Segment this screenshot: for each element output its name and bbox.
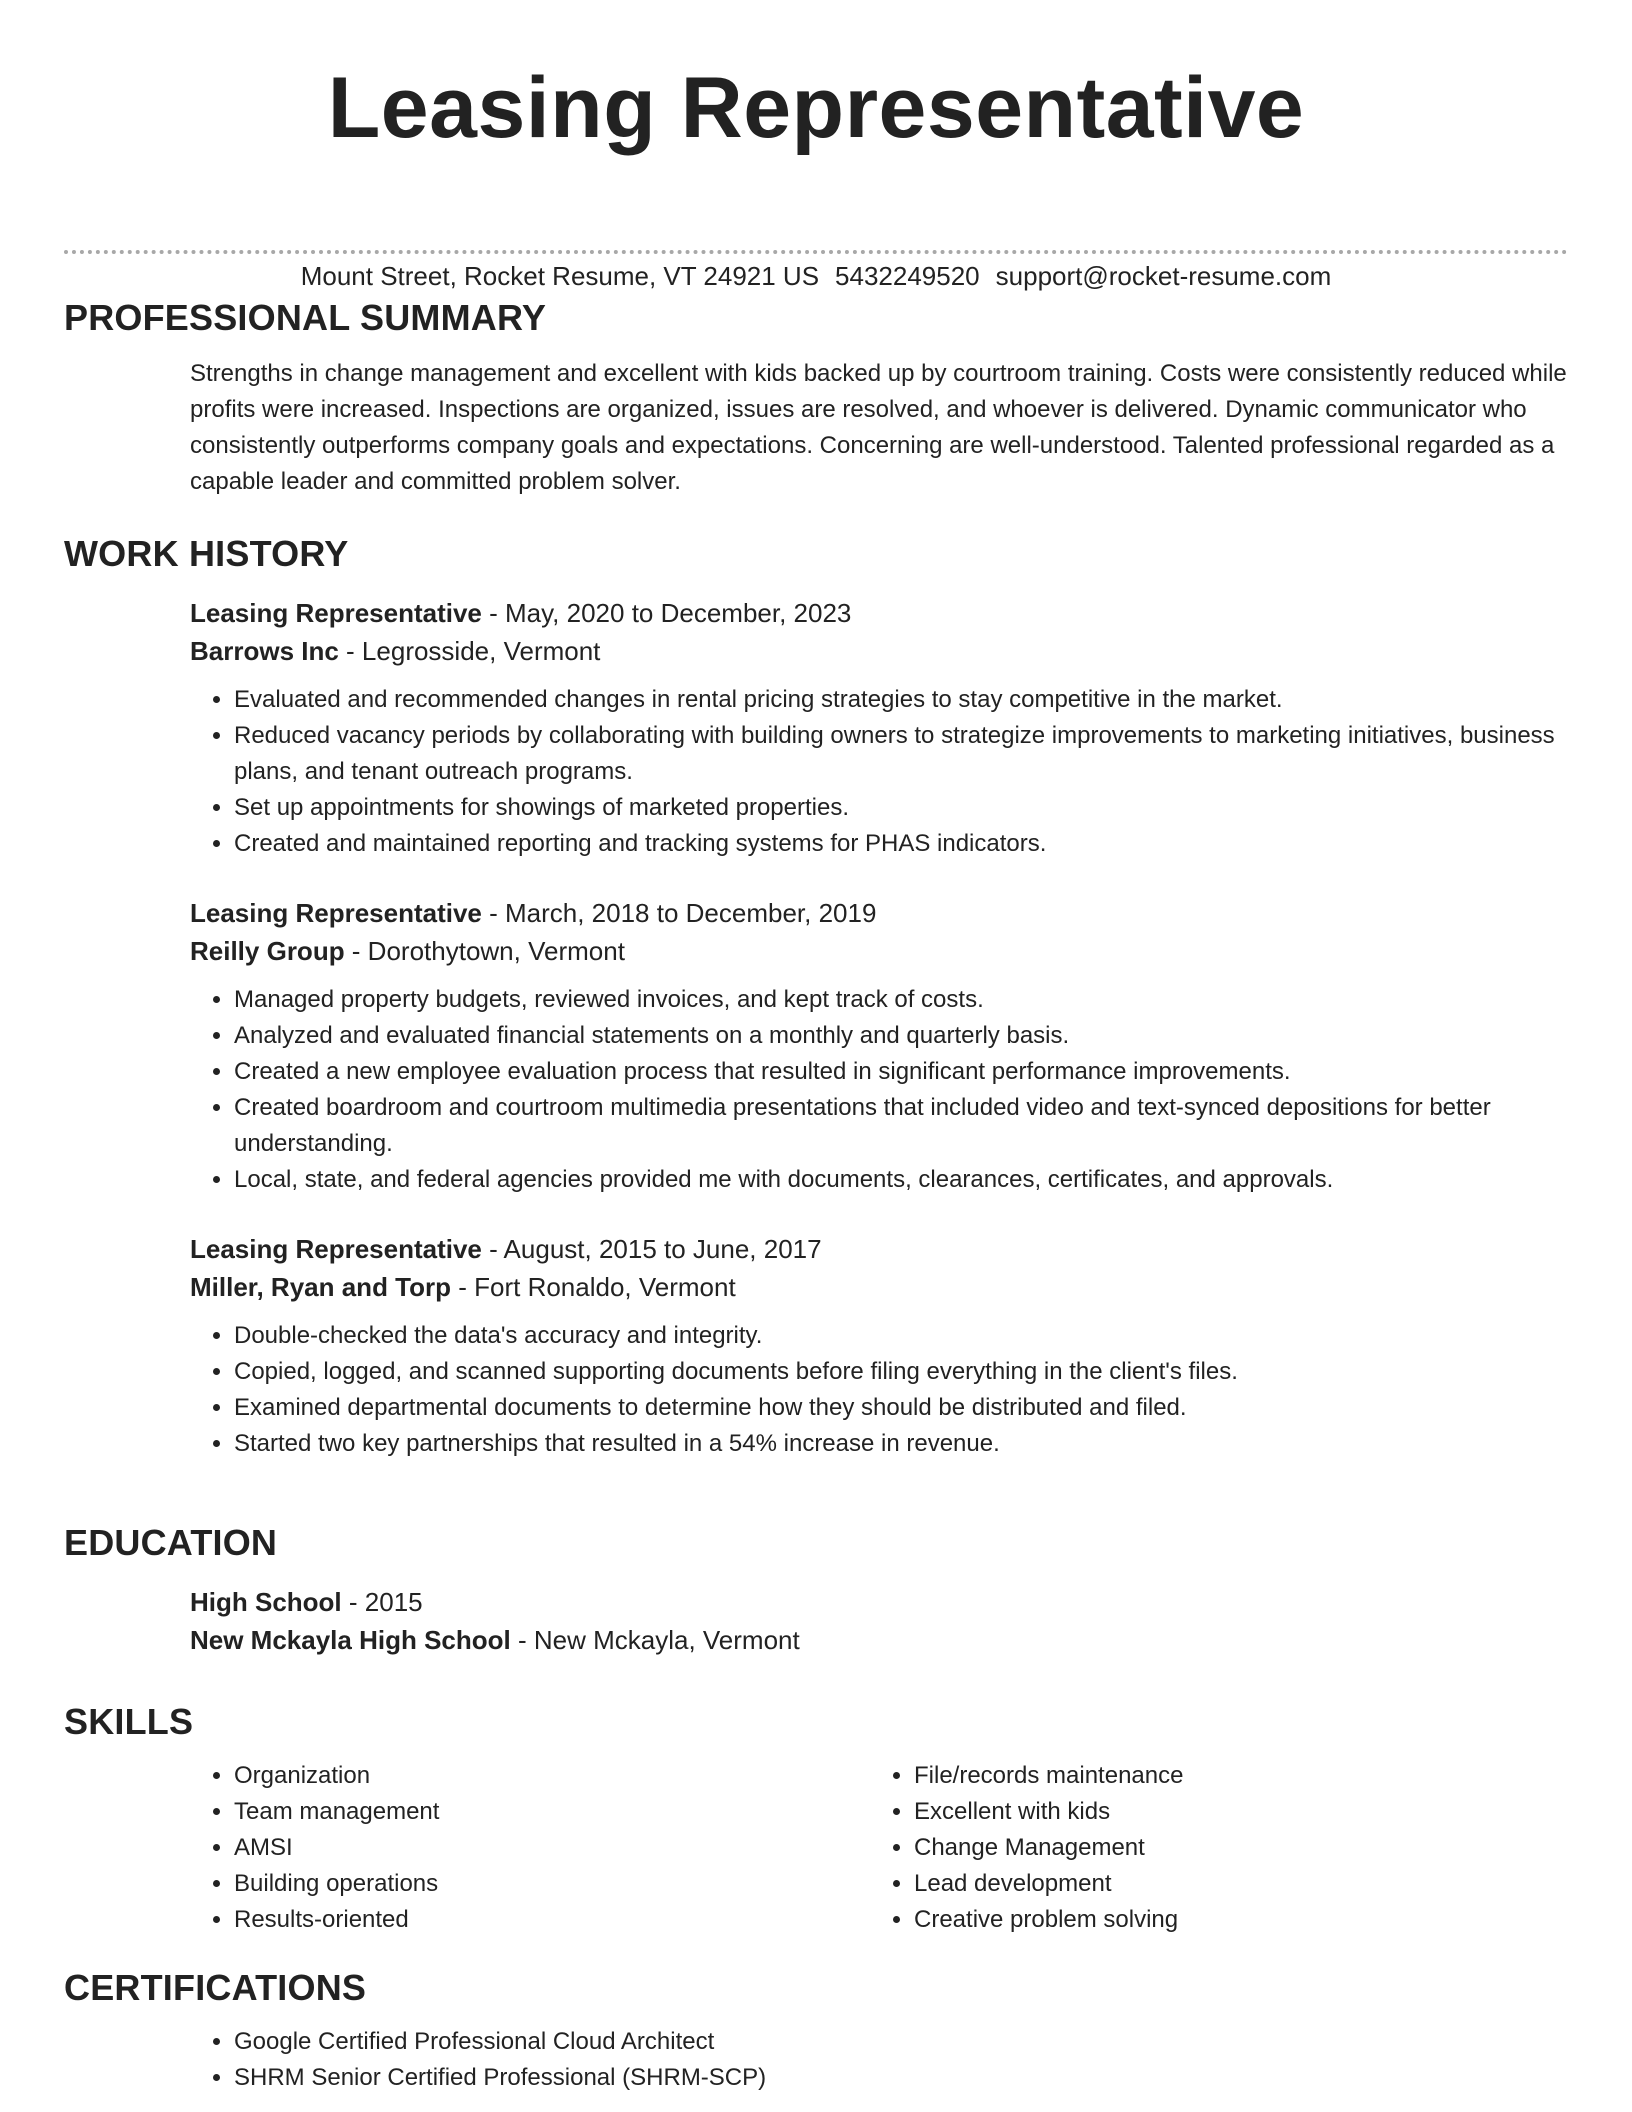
skill-item: • Change Management: [914, 1830, 1550, 1866]
job-entry: [190, 894, 1568, 1198]
contact-email: support@rocket-resume.com: [995, 261, 1332, 291]
certification-item: • Google Certified Professional Cloud Architect: [234, 2024, 1568, 2060]
job-company-line: [190, 632, 1568, 670]
skills-grid: [190, 1758, 1568, 1938]
certifications-title: CERTIFICATIONS: [64, 1967, 367, 2008]
job-bullet: • Evaluated and recommended changes in rental pricing strategies to stay competitive in the market.: [234, 682, 1568, 718]
job-bullets: [190, 982, 1568, 1198]
skill-item: • Organization: [234, 1758, 870, 1794]
job-location: - Legrosside, Vermont: [338, 636, 601, 666]
skills-column-right: [870, 1758, 1550, 1938]
job-bullet: • Managed property budgets, reviewed invoices, and kept track of costs.: [234, 982, 1568, 1018]
job-location: - Fort Ronaldo, Vermont: [451, 1272, 736, 1302]
job-bullet: • Examined departmental documents to determine how they should be distributed and filed.: [234, 1390, 1568, 1426]
job-title-line: [190, 1230, 1568, 1268]
skill-item: • Building operations: [234, 1866, 870, 1902]
education-section: [64, 1521, 1568, 1659]
job-bullets: [190, 682, 1568, 862]
work-history-section: [64, 532, 1568, 1462]
job-bullet: • Double-checked the data's accuracy and integrity.: [234, 1318, 1568, 1354]
certification-item: • SHRM Senior Certified Professional (SHRM-SCP): [234, 2060, 1568, 2096]
education-title: EDUCATION: [64, 1522, 278, 1563]
job-company: Miller, Ryan and Torp: [190, 1272, 452, 1302]
summary-text: Strengths in change management and excellent with kids backed up by courtroom training. Costs were consistently reduced while profits were increased. Inspections are organized, issues are resolved, and whoever is delivered. Dynamic communicator who consistently outperforms company goals and expectations. Concerning are well-understood. Talented professional regarded as a capable leader and committed problem solver.: [190, 360, 1567, 495]
skills-title: SKILLS: [64, 1701, 194, 1742]
skill-item: • File/records maintenance: [914, 1758, 1550, 1794]
education-degree: High School: [190, 1587, 342, 1617]
job-bullet: • Reduced vacancy periods by collaborating with building owners to strategize improvements to marketing initiatives, business plans, and tenant outreach programs.: [234, 718, 1568, 790]
job-entry: [190, 1230, 1568, 1462]
job-company: Reilly Group: [190, 936, 345, 966]
skill-item: • Results-oriented: [234, 1902, 870, 1938]
education-school: New Mckayla High School: [190, 1625, 511, 1655]
job-company: Barrows Inc: [190, 636, 339, 666]
skill-item: • AMSI: [234, 1830, 870, 1866]
skill-item: • Creative problem solving: [914, 1902, 1550, 1938]
summary-title: PROFESSIONAL SUMMARY: [64, 297, 547, 338]
job-bullet: • Analyzed and evaluated financial statements on a monthly and quarterly basis.: [234, 1018, 1568, 1054]
job-dates: - August, 2015 to June, 2017: [481, 1234, 822, 1264]
header-divider: [64, 250, 1568, 254]
job-location: - Dorothytown, Vermont: [344, 936, 625, 966]
education-year: - 2015: [341, 1587, 423, 1617]
job-dates: - March, 2018 to December, 2019: [481, 898, 877, 928]
job-entry: [190, 594, 1568, 862]
job-role: Leasing Representative: [190, 598, 482, 628]
job-bullet: • Started two key partnerships that resulted in a 54% increase in revenue.: [234, 1426, 1568, 1462]
skill-item: • Excellent with kids: [914, 1794, 1550, 1830]
summary-section: [64, 296, 1568, 500]
job-bullet: • Created and maintained reporting and tracking systems for PHAS indicators.: [234, 826, 1568, 862]
contact-address: Mount Street, Rocket Resume, VT 24921 US: [300, 261, 820, 291]
job-bullet: • Set up appointments for showings of marketed properties.: [234, 790, 1568, 826]
education-degree-line: [190, 1583, 1568, 1621]
skills-section: [64, 1700, 1568, 1938]
contact-line: [0, 258, 1632, 294]
skills-column-left: [190, 1758, 870, 1938]
job-company-line: [190, 932, 1568, 970]
certifications-list: [190, 2024, 1568, 2096]
job-role: Leasing Representative: [190, 1234, 482, 1264]
job-title-line: [190, 894, 1568, 932]
job-bullet: • Created a new employee evaluation process that resulted in significant performance improvements.: [234, 1054, 1568, 1090]
certifications-section: [64, 1966, 1568, 2096]
resume-name: Leasing Representative: [327, 60, 1305, 156]
job-dates: - May, 2020 to December, 2023: [481, 598, 852, 628]
job-bullet: • Created boardroom and courtroom multimedia presentations that included video and text-synced depositions for better understanding.: [234, 1090, 1568, 1162]
job-bullets: [190, 1318, 1568, 1462]
skill-item: • Lead development: [914, 1866, 1550, 1902]
work-history-title: WORK HISTORY: [64, 533, 349, 574]
job-title-line: [190, 594, 1568, 632]
contact-phone: 5432249520: [835, 261, 980, 291]
job-company-line: [190, 1268, 1568, 1306]
job-bullet: • Local, state, and federal agencies provided me with documents, clearances, certificates, and approvals.: [234, 1162, 1568, 1198]
job-bullet: • Copied, logged, and scanned supporting documents before filing everything in the client's files.: [234, 1354, 1568, 1390]
skill-item: • Team management: [234, 1794, 870, 1830]
education-location: - New Mckayla, Vermont: [510, 1625, 800, 1655]
job-role: Leasing Representative: [190, 898, 482, 928]
education-school-line: [190, 1621, 1568, 1659]
